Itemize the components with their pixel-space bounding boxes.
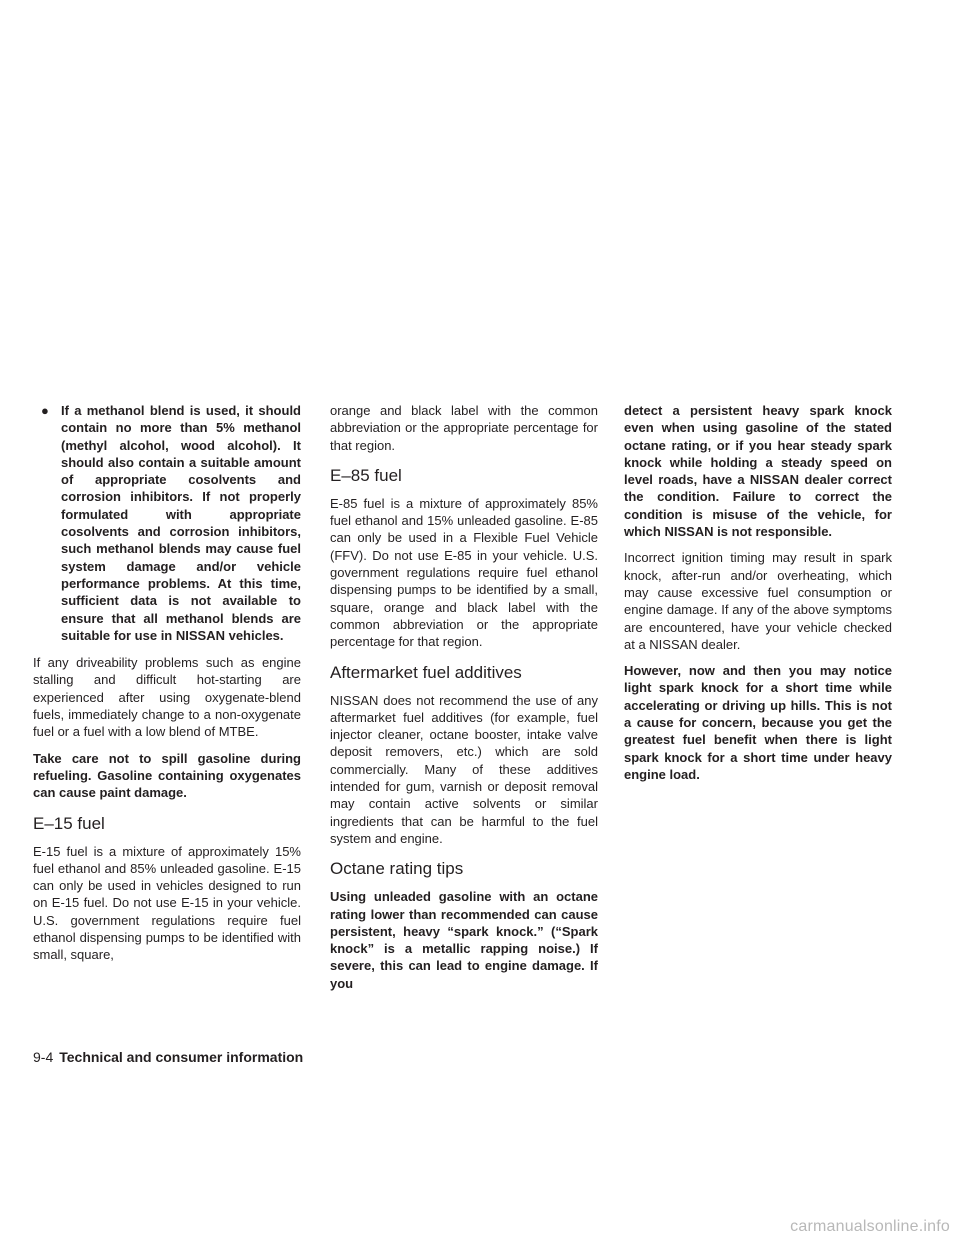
methanol-warning-bullet (33, 402, 301, 644)
spill-warning-paragraph: Take care not to spill gasoline during refueling. Gasoline containing oxygenates can cause paint damage. (33, 750, 301, 801)
heading-octane-tips: Octane rating tips (330, 859, 464, 879)
light-knock-paragraph: However, now and then you may notice light spark knock for a short time while accelerating or driving up hills. This is not a cause for concern, because you get the greatest fuel benefit when there is light spark knock for a short time under heavy engine load. (624, 663, 892, 782)
section-title: Technical and consumer information (59, 1049, 304, 1065)
ignition-timing-paragraph: Incorrect ignition timing may result in spark knock, after-run and/or overheating, which may cause excessive fuel consumption or engine damage. If any of the above symptoms are encountered, have your vehicle checked at a NISSAN dealer. (624, 550, 892, 652)
site-watermark: carmanualsonline.info (790, 1218, 950, 1235)
column-right (624, 402, 892, 792)
bullet-dot-icon: ● (41, 403, 49, 418)
heading-aftermarket-additives: Aftermarket fuel additives (330, 662, 522, 682)
column-left (33, 402, 301, 973)
e85-paragraph: E-85 fuel is a mixture of approximately 85% fuel ethanol and 15% unleaded gasoline. E-85 can only be used in a Flexible Fuel Vehicle (FFV). Do not use E-85 in your vehicle. U.S. government regulations require fuel ethanol dispensing pumps to be identified by a small, square, orange and black label with the common abbreviation or the appropriate percentage for that region. (330, 495, 598, 650)
octane-warning-paragraph: Using unleaded gasoline with an octane rating lower than recommended can cause persistent, heavy “spark knock.” (“Spark knock” is a metallic rapping noise.) If severe, this can lead to engine damage. If you (330, 889, 598, 991)
e15-continued-paragraph: orange and black label with the common abbreviation or the appropriate percentage for that region. (330, 403, 598, 453)
e15-paragraph: E-15 fuel is a mixture of approximately 15% fuel ethanol and 85% unleaded gasoline. E-15 can only be used in vehicles designed to run on E-15 fuel. Do not use E-15 in your vehicle. U.S. government regulations require fuel ethanol dispensing pumps to be identified with small, square, (33, 843, 301, 963)
heading-e85-fuel: E–85 fuel (330, 465, 402, 485)
heading-e15-fuel: E–15 fuel (33, 813, 105, 833)
spark-knock-continued-paragraph: detect a persistent heavy spark knock even when using gasoline of the stated octane rating, or if you hear steady spark knock while holding a steady speed on level roads, have a NISSAN dealer correct the condition. Failure to correct the condition is misuse of the vehicle, for which NISSAN is not responsible. (624, 403, 892, 540)
driveability-paragraph: If any driveability problems such as engine stalling and difficult hot-starting are experienced after using oxygenate-blend fuels, immediately change to a non-oxygenate fuel or a fuel with a low blend of MTBE. (33, 655, 301, 740)
additives-paragraph: NISSAN does not recommend the use of any aftermarket fuel additives (for example, fuel injector cleaner, octane booster, intake valve deposit removers, etc.) which are sold commercially. Many of these additives intended for gum, varnish or deposit removal may contain active solvents or similar ingredients that can be harmful to the fuel system and engine. (330, 692, 598, 846)
page-footer (33, 1048, 303, 1066)
methanol-warning-text: If a methanol blend is used, it should contain no more than 5% methanol (methyl alcohol, wood alcohol). It should also contain a suitable amount of appropriate cosolvents and corrosion inhibitors. If not properly formulated with appropriate cosolvents and corrosion inhibitors, such methanol blends may cause fuel system damage and/or vehicle performance problems. At this time, sufficient data is not available to ensure that all methanol blends are suitable for use in NISSAN vehicles. (61, 403, 301, 643)
column-middle (330, 402, 598, 1001)
page-number: 9-4 (33, 1049, 54, 1065)
